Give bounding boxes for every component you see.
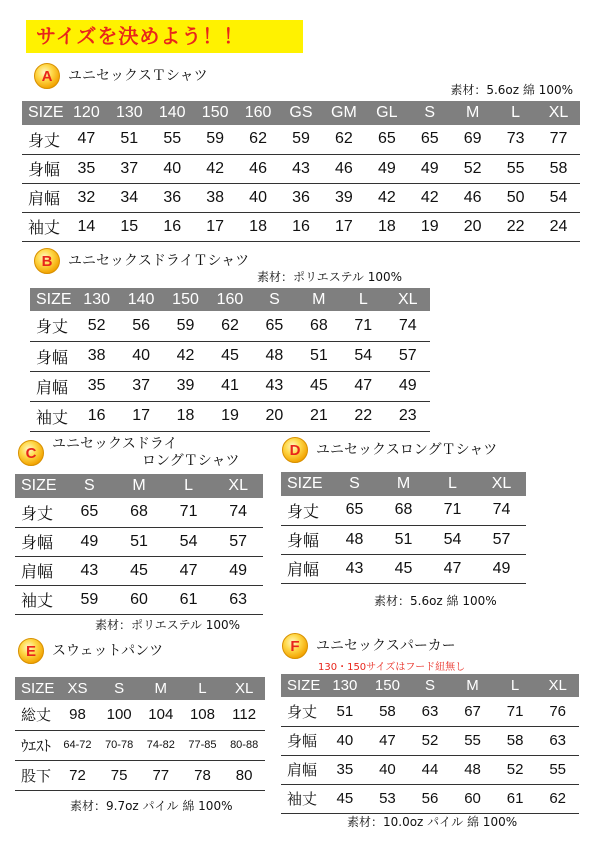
section-a-material: 素材：5.6oz 綿 100%	[450, 83, 573, 97]
section-f-badge: F	[282, 633, 308, 659]
table-cell: 17	[322, 212, 365, 241]
table-cell: 54	[428, 525, 477, 554]
table-header-cell: 150	[194, 101, 237, 125]
table-cell: 47	[341, 371, 385, 401]
table-cell: 73	[494, 125, 537, 154]
table-cell: 45	[114, 556, 164, 585]
table-cell: 104	[140, 700, 182, 730]
table-cell: 77	[140, 760, 182, 790]
table-cell: 37	[119, 371, 163, 401]
table-header-cell: M	[114, 474, 164, 498]
table-row	[15, 556, 263, 585]
table-cell: 49	[386, 371, 431, 401]
table-header-row	[22, 101, 580, 125]
table-cell: 65	[65, 498, 115, 527]
table-cell: 47	[65, 125, 108, 154]
table-cell: 62	[536, 784, 579, 813]
table-row	[30, 311, 430, 341]
table-cell: 70-78	[98, 730, 140, 760]
table-cell: 20	[252, 401, 296, 431]
table-header-cell: 130	[74, 288, 118, 311]
table-row	[15, 585, 263, 614]
table-cell: 43	[252, 371, 296, 401]
table-cell: 55	[451, 726, 494, 755]
table-cell: 59	[65, 585, 115, 614]
size-table-a	[22, 101, 580, 242]
table-cell: 80-88	[223, 730, 265, 760]
table-header-row	[281, 674, 579, 697]
table-cell: 58	[366, 697, 409, 726]
table-cell: 59	[194, 125, 237, 154]
table-cell: 32	[65, 183, 108, 212]
row-label: 身丈	[22, 125, 65, 154]
table-row	[281, 525, 526, 554]
section-c-badge: C	[18, 440, 44, 466]
table-cell: 18	[365, 212, 408, 241]
table-cell: 19	[408, 212, 451, 241]
table-cell: 68	[379, 496, 428, 525]
table-header-cell: XL	[386, 288, 431, 311]
table-header-cell: S	[408, 101, 451, 125]
table-header-label: SIZE	[281, 472, 330, 496]
table-header-label: SIZE	[22, 101, 65, 125]
table-cell: 45	[379, 554, 428, 583]
table-cell: 41	[208, 371, 252, 401]
table-cell: 42	[194, 154, 237, 183]
row-label: ｳｴｽﾄ	[15, 730, 57, 760]
table-cell: 35	[74, 371, 118, 401]
table-header-cell: XL	[213, 474, 263, 498]
table-cell: 44	[409, 755, 452, 784]
table-cell: 74	[213, 498, 263, 527]
table-header-cell: S	[252, 288, 296, 311]
table-cell: 63	[213, 585, 263, 614]
table-cell: 78	[182, 760, 224, 790]
table-header-row	[30, 288, 430, 311]
table-cell: 45	[324, 784, 367, 813]
table-cell: 36	[151, 183, 194, 212]
table-row	[15, 730, 265, 760]
section-f-header	[282, 633, 456, 659]
table-cell: 60	[451, 784, 494, 813]
table-header-cell: L	[182, 677, 224, 700]
table-cell: 16	[74, 401, 118, 431]
table-cell: 22	[494, 212, 537, 241]
table-cell: 75	[98, 760, 140, 790]
table-cell: 42	[365, 183, 408, 212]
table-header-cell: L	[341, 288, 385, 311]
table-cell: 98	[57, 700, 99, 730]
table-header-cell: S	[330, 472, 379, 496]
row-label: 肩幅	[281, 554, 330, 583]
table-cell: 43	[280, 154, 323, 183]
table-cell: 55	[536, 755, 579, 784]
table-cell: 67	[451, 697, 494, 726]
table-cell: 74	[477, 496, 526, 525]
row-label: 総丈	[15, 700, 57, 730]
table-cell: 46	[322, 154, 365, 183]
table-cell: 59	[280, 125, 323, 154]
table-header-cell: M	[297, 288, 341, 311]
row-label: 身丈	[281, 496, 330, 525]
table-cell: 57	[213, 527, 263, 556]
section-d-material: 素材：5.6oz 綿 100%	[374, 594, 497, 608]
table-cell: 62	[322, 125, 365, 154]
table-header-cell: M	[451, 101, 494, 125]
row-label: 肩幅	[15, 556, 65, 585]
table-cell: 52	[494, 755, 537, 784]
table-header-label: SIZE	[30, 288, 74, 311]
table-cell: 40	[324, 726, 367, 755]
table-cell: 55	[494, 154, 537, 183]
table-cell: 62	[208, 311, 252, 341]
table-header-cell: XL	[477, 472, 526, 496]
table-cell: 40	[119, 341, 163, 371]
table-header-cell: L	[494, 101, 537, 125]
table-cell: 51	[324, 697, 367, 726]
section-c-material: 素材：ポリエステル 100%	[95, 618, 241, 632]
table-cell: 49	[365, 154, 408, 183]
section-a-header	[34, 63, 208, 89]
table-row	[281, 554, 526, 583]
table-row	[22, 212, 580, 241]
table-cell: 112	[223, 700, 265, 730]
row-label: 肩幅	[30, 371, 74, 401]
table-header-cell: M	[451, 674, 494, 697]
table-cell: 71	[341, 311, 385, 341]
table-cell: 21	[297, 401, 341, 431]
table-row	[281, 697, 579, 726]
section-d-title: ユニセックスロングＴシャツ	[316, 441, 498, 458]
size-table-e	[15, 677, 265, 791]
section-e-badge: E	[18, 638, 44, 664]
table-cell: 49	[477, 554, 526, 583]
table-header-cell: M	[140, 677, 182, 700]
section-e-header	[18, 638, 163, 664]
table-cell: 54	[537, 183, 580, 212]
table-cell: 46	[451, 183, 494, 212]
table-header-label: SIZE	[281, 674, 324, 697]
table-cell: 56	[409, 784, 452, 813]
table-row	[15, 700, 265, 730]
table-header-cell: L	[164, 474, 214, 498]
table-cell: 71	[428, 496, 477, 525]
size-table-d	[281, 472, 526, 584]
row-label: 身幅	[281, 525, 330, 554]
table-header-cell: XS	[57, 677, 99, 700]
table-cell: 48	[252, 341, 296, 371]
table-cell: 64-72	[57, 730, 99, 760]
table-cell: 77-85	[182, 730, 224, 760]
table-cell: 60	[114, 585, 164, 614]
table-cell: 69	[451, 125, 494, 154]
page-banner: サイズを決めよう！！	[26, 20, 303, 53]
table-cell: 17	[119, 401, 163, 431]
table-cell: 63	[536, 726, 579, 755]
table-cell: 74	[386, 311, 431, 341]
section-c-header	[18, 436, 239, 470]
table-cell: 48	[451, 755, 494, 784]
table-cell: 51	[379, 525, 428, 554]
table-cell: 18	[237, 212, 280, 241]
table-header-cell: GL	[365, 101, 408, 125]
table-header-cell: 120	[65, 101, 108, 125]
table-header-cell: S	[98, 677, 140, 700]
row-label: 袖丈	[22, 212, 65, 241]
table-cell: 61	[494, 784, 537, 813]
section-e-title: スウェットパンツ	[52, 642, 164, 659]
table-cell: 52	[451, 154, 494, 183]
table-header-cell: S	[65, 474, 115, 498]
table-cell: 40	[366, 755, 409, 784]
section-f-material: 素材：10.0oz パイル 綿 100%	[347, 815, 518, 829]
table-row	[30, 401, 430, 431]
table-cell: 59	[163, 311, 207, 341]
section-c-title	[52, 436, 239, 470]
table-cell: 55	[151, 125, 194, 154]
table-row	[281, 784, 579, 813]
table-cell: 35	[65, 154, 108, 183]
table-cell: 57	[386, 341, 431, 371]
row-label: 身幅	[30, 341, 74, 371]
table-cell: 51	[114, 527, 164, 556]
table-cell: 62	[237, 125, 280, 154]
table-cell: 58	[494, 726, 537, 755]
table-header-cell: L	[494, 674, 537, 697]
row-label: 身幅	[22, 154, 65, 183]
table-cell: 80	[223, 760, 265, 790]
table-cell: 49	[408, 154, 451, 183]
table-cell: 56	[119, 311, 163, 341]
section-d-header	[282, 437, 497, 463]
row-label: 袖丈	[281, 784, 324, 813]
table-cell: 20	[451, 212, 494, 241]
table-cell: 24	[537, 212, 580, 241]
row-label: 身幅	[281, 726, 324, 755]
table-row	[30, 341, 430, 371]
table-cell: 51	[297, 341, 341, 371]
table-cell: 39	[322, 183, 365, 212]
table-cell: 48	[330, 525, 379, 554]
table-cell: 61	[164, 585, 214, 614]
table-cell: 54	[341, 341, 385, 371]
size-table-c	[15, 474, 263, 615]
row-label: 股下	[15, 760, 57, 790]
table-cell: 42	[163, 341, 207, 371]
table-cell: 18	[163, 401, 207, 431]
table-cell: 22	[341, 401, 385, 431]
table-cell: 53	[366, 784, 409, 813]
table-cell: 65	[330, 496, 379, 525]
size-table-b	[30, 288, 430, 432]
table-header-cell: XL	[223, 677, 265, 700]
row-label: 肩幅	[22, 183, 65, 212]
table-cell: 58	[537, 154, 580, 183]
section-d-badge: D	[282, 437, 308, 463]
table-header-cell: 130	[108, 101, 151, 125]
table-cell: 100	[98, 700, 140, 730]
table-cell: 49	[65, 527, 115, 556]
row-label: 袖丈	[30, 401, 74, 431]
table-cell: 71	[494, 697, 537, 726]
table-cell: 74-82	[140, 730, 182, 760]
table-header-cell: L	[428, 472, 477, 496]
section-f-title: ユニセックスパーカー	[316, 637, 456, 654]
section-a-title: ユニセックスＴシャツ	[68, 67, 208, 84]
row-label: 肩幅	[281, 755, 324, 784]
table-row	[30, 371, 430, 401]
table-header-label: SIZE	[15, 474, 65, 498]
table-header-cell: 160	[237, 101, 280, 125]
section-e-material: 素材：9.7oz パイル 綿 100%	[70, 799, 233, 813]
table-header-cell: GS	[280, 101, 323, 125]
table-cell: 52	[74, 311, 118, 341]
table-cell: 49	[213, 556, 263, 585]
table-cell: 35	[324, 755, 367, 784]
table-cell: 50	[494, 183, 537, 212]
table-cell: 72	[57, 760, 99, 790]
table-header-row	[15, 677, 265, 700]
table-header-cell: 140	[119, 288, 163, 311]
table-header-label: SIZE	[15, 677, 57, 700]
table-cell: 16	[280, 212, 323, 241]
table-cell: 65	[408, 125, 451, 154]
size-table-f	[281, 674, 579, 814]
table-cell: 34	[108, 183, 151, 212]
table-cell: 38	[194, 183, 237, 212]
table-header-cell: 160	[208, 288, 252, 311]
table-row	[15, 498, 263, 527]
table-cell: 63	[409, 697, 452, 726]
section-f-note: 130・150サイズはフード紐無し	[318, 662, 466, 673]
table-row	[281, 755, 579, 784]
table-cell: 47	[164, 556, 214, 585]
table-cell: 45	[297, 371, 341, 401]
table-cell: 39	[163, 371, 207, 401]
table-cell: 68	[297, 311, 341, 341]
table-cell: 38	[74, 341, 118, 371]
table-header-cell: 150	[366, 674, 409, 697]
table-header-cell: XL	[536, 674, 579, 697]
row-label: 身丈	[281, 697, 324, 726]
table-header-cell: S	[409, 674, 452, 697]
section-b-title: ユニセックスドライＴシャツ	[68, 252, 250, 269]
table-cell: 47	[428, 554, 477, 583]
table-cell: 43	[330, 554, 379, 583]
table-cell: 68	[114, 498, 164, 527]
table-cell: 16	[151, 212, 194, 241]
table-cell: 65	[365, 125, 408, 154]
table-header-cell: 130	[324, 674, 367, 697]
table-row	[15, 760, 265, 790]
table-row	[22, 125, 580, 154]
table-row	[15, 527, 263, 556]
table-cell: 57	[477, 525, 526, 554]
table-header-cell: XL	[537, 101, 580, 125]
table-header-cell: 140	[151, 101, 194, 125]
section-b-header	[34, 248, 249, 274]
section-c-title-line1: ユニセックスドライ	[52, 436, 178, 452]
table-header-cell: GM	[322, 101, 365, 125]
row-label: 身幅	[15, 527, 65, 556]
section-b-material: 素材：ポリエステル 100%	[257, 270, 403, 284]
table-header-cell: M	[379, 472, 428, 496]
table-cell: 23	[386, 401, 431, 431]
table-cell: 77	[537, 125, 580, 154]
table-cell: 36	[280, 183, 323, 212]
table-row	[281, 726, 579, 755]
table-cell: 51	[108, 125, 151, 154]
section-c-title-line2: ロングＴシャツ	[142, 453, 240, 469]
table-cell: 37	[108, 154, 151, 183]
table-cell: 76	[536, 697, 579, 726]
table-cell: 108	[182, 700, 224, 730]
table-row	[281, 496, 526, 525]
table-cell: 65	[252, 311, 296, 341]
row-label: 身丈	[30, 311, 74, 341]
table-row	[22, 154, 580, 183]
table-cell: 40	[237, 183, 280, 212]
table-cell: 42	[408, 183, 451, 212]
table-cell: 14	[65, 212, 108, 241]
table-cell: 45	[208, 341, 252, 371]
table-header-row	[15, 474, 263, 498]
table-cell: 47	[366, 726, 409, 755]
table-cell: 46	[237, 154, 280, 183]
table-header-cell: 150	[163, 288, 207, 311]
table-cell: 52	[409, 726, 452, 755]
table-row	[22, 183, 580, 212]
table-cell: 19	[208, 401, 252, 431]
table-cell: 17	[194, 212, 237, 241]
table-cell: 54	[164, 527, 214, 556]
table-cell: 40	[151, 154, 194, 183]
table-header-row	[281, 472, 526, 496]
row-label: 身丈	[15, 498, 65, 527]
section-b-badge: B	[34, 248, 60, 274]
table-cell: 15	[108, 212, 151, 241]
table-cell: 43	[65, 556, 115, 585]
row-label: 袖丈	[15, 585, 65, 614]
section-a-badge: A	[34, 63, 60, 89]
table-cell: 71	[164, 498, 214, 527]
